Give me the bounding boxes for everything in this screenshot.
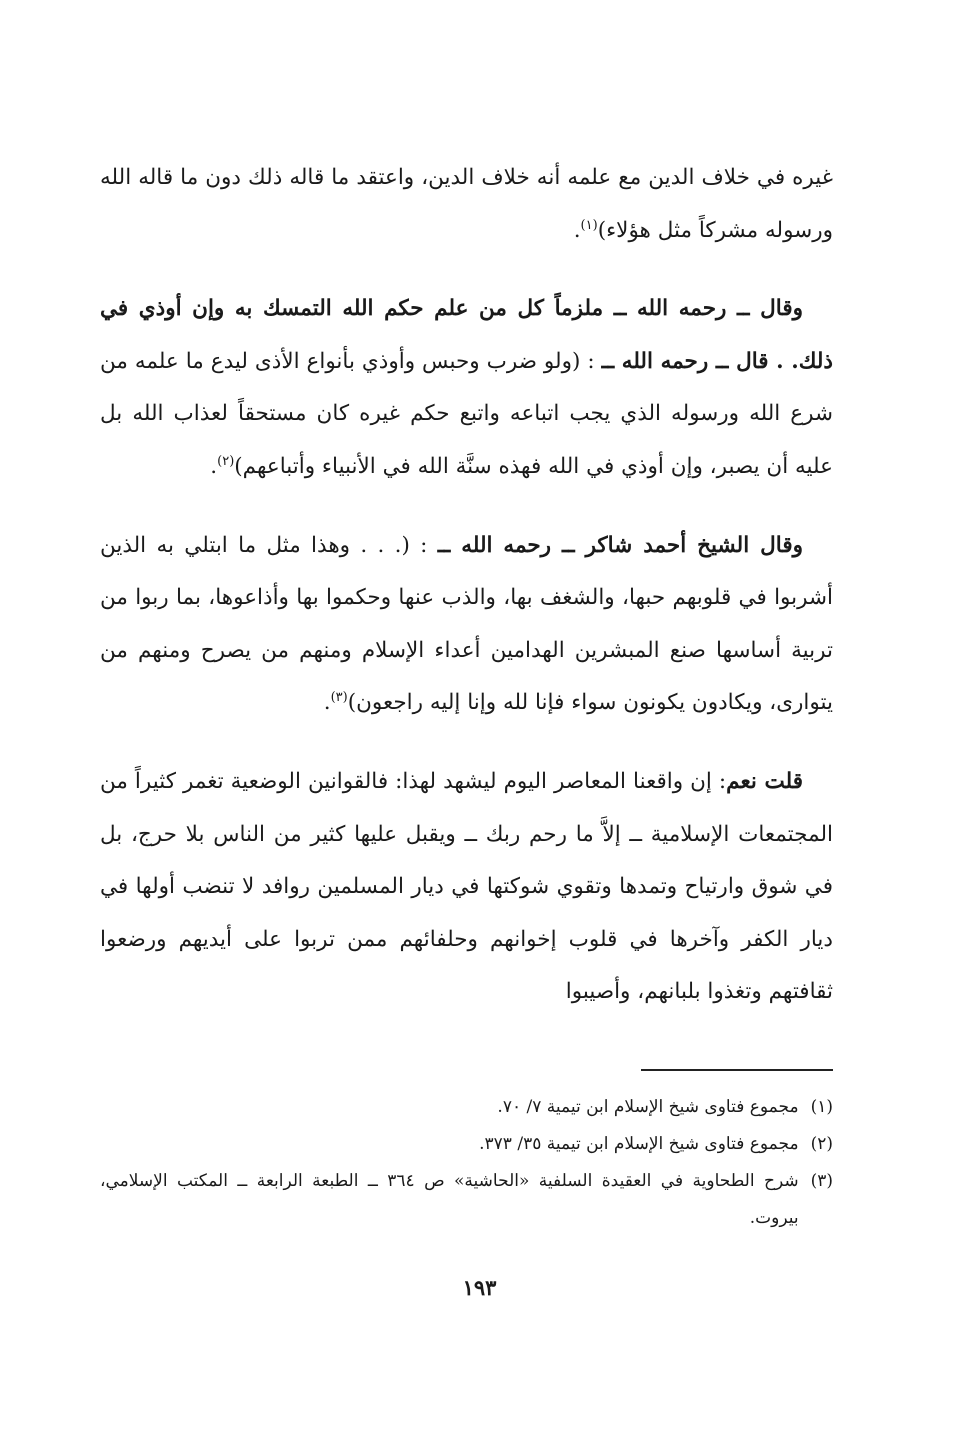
footnotes [100,1089,833,1237]
paragraph-1 [100,152,833,257]
footnote-number: (٢) [810,1134,833,1154]
paragraph-2 [100,283,833,493]
footnote-number: (١) [810,1097,833,1117]
footnote-ref-2[interactable]: (٢) [217,453,235,469]
paragraph-1-end: . [573,217,581,243]
footnote-text: شرح الطحاوية في العقيدة السلفية «الحاشية» ص ٣٦٤ ــ الطبعة الرابعة ــ المكتب الإسلامي، بيروت. [100,1171,799,1228]
footnote-2 [100,1126,833,1163]
footnote-text: مجموع فتاوى شيخ الإسلام ابن تيمية ٣٥/ ٣٧٣. [479,1134,799,1154]
footnote-ref-3[interactable]: (٣) [330,690,348,706]
footnote-number: (٣) [810,1171,833,1191]
paragraph-4-text: : إن واقعنا المعاصر اليوم ليشهد لهذا: فالقوانين الوضعية تغمر كثيراً من المجتمعات الإسلامية ــ إلاَّ ما رحم ربك ــ ويقبل عليها كثير من الناس بلا حرج، بل في شوق وارتياح وتمدها وتقوي شوكتها في ديار المسلمين روافد لا تنضب أولها في ديار الكفر وآخرها في قلوب إخوانهم وحلفائهم ممن تربوا على أيديهم ورضعوا ثقافتهم وتغذوا بلبانهم، وأصيبوا [100,768,833,1005]
paragraph-4 [100,756,833,1019]
paragraph-2-end: . [210,453,218,479]
paragraph-1-text: غيره في خلاف الدين مع علمه أنه خلاف الدين، واعتقد ما قاله ذلك دون ما قاله الله ورسوله مشركاً مثل هؤلاء) [100,165,833,243]
paragraph-3 [100,520,833,730]
page-number: ١٩٣ [462,1275,497,1300]
footnote-ref-1[interactable]: (١) [580,217,598,233]
paragraph-3-bold: وقال الشيخ أحمد شاكر ــ رحمه الله ــ [437,532,804,558]
main-text [100,152,833,1019]
paragraph-2-text: : (ولو ضرب وحبس وأوذي بأنواع الأذى ليدع ما علمه من شرع الله ورسوله الذي يجب اتباعه واتبع حكم غيره كان مستحقاً لعذاب الله بل عليه أن يصبر، وإن أوذي في الله فهذه سنَّة الله في الأنبياء وأتباعهم) [100,348,833,479]
footnote-divider [641,1069,833,1071]
footnote-1 [100,1089,833,1126]
paragraph-3-end: . [323,690,331,716]
paragraph-2-bold: وقال ــ رحمه الله ــ ملزماً كل من علم حكم الله التمسك به وإن أوذي في ذلك. . قال ــ رحمه الله ــ [100,296,833,374]
paragraph-4-bold: قلت نعم [726,768,803,794]
footnote-text: مجموع فتاوى شيخ الإسلام ابن تيمية ٧/ ٧٠. [497,1097,799,1117]
footnote-3 [100,1163,833,1237]
paragraph-3-text: : (. . . وهذا مثل ما ابتلي به الذين أشربوا في قلوبهم حبها، والشغف بها، والذب عنها وحكموا بها وأذاعوها، بما ربوا من تربية أساسها صنع المبشرين الهدامين أعداء الإسلام ومنهم من يصرح ومنهم من يتوارى، ويكادون يكونون سواء فإنا لله وإنا إليه راجعون) [100,532,833,716]
